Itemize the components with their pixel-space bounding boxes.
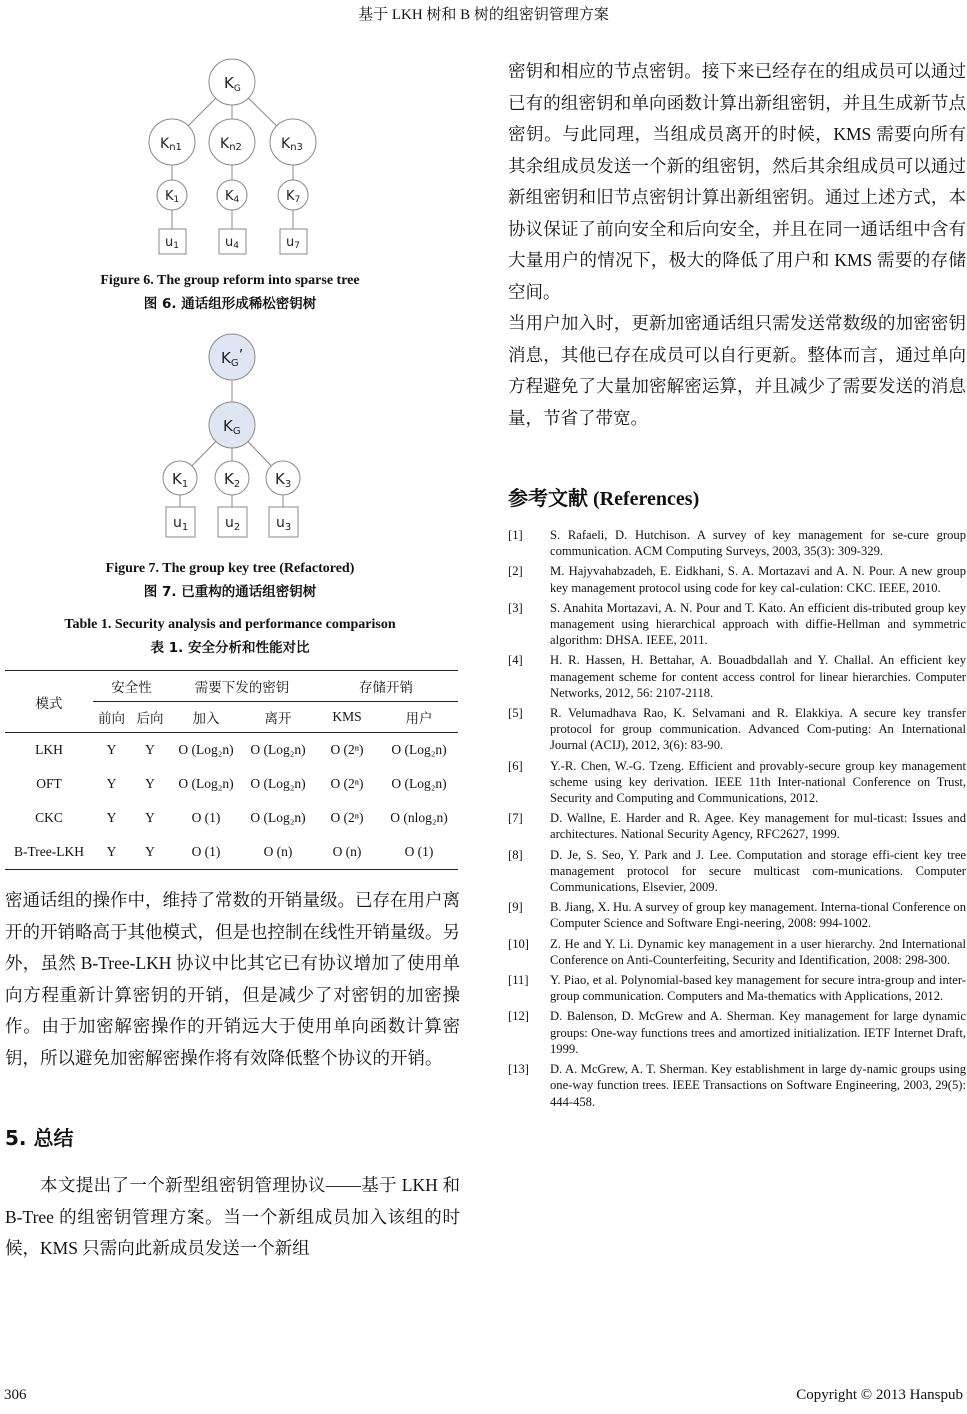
figure-6-caption-zh: 图 6. 通话组形成稀松密钥树 <box>143 296 317 312</box>
reference-number: [9] <box>508 900 523 915</box>
subheader-backward: 后向 <box>130 702 170 733</box>
figure-7-refactored-tree <box>0 320 460 550</box>
reference-item <box>508 600 966 649</box>
cell-join: O (Log₂n) <box>178 742 234 757</box>
cell-kms: O (n) <box>332 844 362 859</box>
table-1-caption-en: Table 1. Security analysis and performance comparison <box>64 617 396 632</box>
body-paragraph: 本文提出了一个新型组密钥管理协议——基于 LKH 和 B-Tree 的组密钥管理方案。当一个新组成员加入该组的时候，KMS 只需向此新成员发送一个新组 <box>5 1175 460 1258</box>
reference-text: D. A. McGrew, A. T. Sherman. Key establishment in large dy-namic groups using one-way function trees. IEEE Transactions on Software Engineering, 2003, 29(5): 444-458. <box>550 1062 966 1109</box>
body-paragraph: 密钥和相应的节点密钥。接下来已经存在的组成员可以通过已有的组密钥和单向函数计算出新组密钥，并且生成新节点密钥。与此同理，当组成员离开的时候，KMS 需要向所有其余组成员发送一个新的组密钥，然后其余组成员可以通过新组密钥和旧节点密钥计算出新组密钥。通过上述方式，本协议保证了前向安全和后向安全，并且在同一通话组中含有大量用户的情况下，极大的降低了用户和 KMS 需要的存储空间。 <box>508 61 966 302</box>
cell-mode: B-Tree-LKH <box>14 844 84 859</box>
reference-number: [8] <box>508 847 523 862</box>
reference-number: [7] <box>508 811 523 826</box>
cell-user: O (nlog₂n) <box>390 810 448 825</box>
figure-7-caption-zh: 图 7. 已重构的通话组密钥树 <box>143 584 317 600</box>
svg-text:u4: u4 <box>225 235 239 251</box>
reference-number: [11] <box>508 973 529 988</box>
reference-text: S. Anahita Mortazavi, A. N. Pour and T. Kato. An efficient dis-tributed group key management using hierarchical approach with diffie-Hellman and symmetric algorithm: DHSA. IEEE, 2011. <box>550 600 966 648</box>
cell-leave: O (Log₂n) <box>250 742 306 757</box>
table-row <box>5 835 458 870</box>
reference-item <box>508 810 966 842</box>
svg-text:u1: $u_1$ <box>173 515 189 533</box>
reference-number: [5] <box>508 706 523 721</box>
cell-mode: CKC <box>35 810 63 825</box>
reference-number: [13] <box>508 1062 529 1077</box>
subheader-leave: 离开 <box>242 702 314 733</box>
svg-text:KG: $K_G$ <box>223 417 241 437</box>
reference-item <box>508 936 966 968</box>
cell-mode: LKH <box>35 742 63 757</box>
svg-text:K4: K4 <box>225 189 240 205</box>
cell-backward: Y <box>145 742 155 757</box>
reference-text: D. Balenson, D. McGrew and A. Sherman. Key management for large dynamic groups: One-way functions trees and amortized initialization. IETF Internet Draft, 1999. <box>550 1009 966 1056</box>
cell-backward: Y <box>145 844 155 859</box>
reference-text: Z. He and Y. Li. Dynamic key management in a user hierarchy. 2nd International Conference on Anti-Counterfeiting, Security and Identification, 2008: 298-300. <box>550 936 966 967</box>
cell-join: O (1) <box>191 810 221 825</box>
cell-kms: O (2ⁿ) <box>330 776 364 791</box>
table-row <box>5 767 458 801</box>
comparison-table <box>5 670 458 870</box>
table-1-caption-zh: 表 1. 安全分析和性能对比 <box>150 640 310 656</box>
subheader-kms: KMS <box>314 702 380 733</box>
reference-text: S. Rafaeli, D. Hutchison. A survey of key management for se-cure group communication. ACM Computing Surveys, 2003, 35(3): 309-329. <box>550 528 966 559</box>
cell-join: O (Log₂n) <box>178 776 234 791</box>
body-paragraph: 当用户加入时，更新加密通话组只需发送常数级的加密密钥消息，其他已存在成员可以自行更新。整体而言，通过单向方程避免了大量加密解密运算，并且减少了需要发送的消息量，节省了带宽。 <box>508 313 966 428</box>
reference-text: B. Jiang, X. Hu. A survey of group key management. Interna-tional Conference on Computer Science and Software Engi-neering, 2008: 994-1002. <box>550 900 966 931</box>
table-row <box>5 733 458 768</box>
reference-number: [4] <box>508 653 523 668</box>
page-number: 306 <box>4 1387 27 1403</box>
cell-join: O (1) <box>191 844 221 859</box>
cell-leave: O (Log₂n) <box>250 810 306 825</box>
references-heading <box>508 482 699 511</box>
svg-text:Kn1: Kn1 <box>160 136 182 153</box>
cell-forward: Y <box>106 776 117 791</box>
reference-item <box>508 652 966 701</box>
svg-text:Kn2: Kn2 <box>220 136 242 153</box>
reference-number: [12] <box>508 1009 529 1024</box>
reference-text: H. R. Hassen, H. Bettahar, A. Bouadbdallah and Y. Challal. An efficient key management scheme for content access control for linear hierarchies. Computer Networks, 2012, 56: 2107-2118. <box>550 653 966 700</box>
copyright: Copyright © 2013 Hanspub <box>796 1387 963 1403</box>
reference-text: M. Hajyvahabzadeh, E. Eidkhani, S. A. Mortazavi and A. N. Pour. A new group key management protocol using code for key cal-culation: CKC. IEEE, 2010. <box>550 564 966 595</box>
reference-number: [3] <box>508 600 523 615</box>
cell-kms: O (2ⁿ) <box>330 810 364 825</box>
reference-item <box>508 899 966 931</box>
cell-mode: OFT <box>36 776 62 791</box>
svg-text:u1: u1 <box>165 235 179 251</box>
reference-number: [6] <box>508 758 523 773</box>
svg-text:K1: $K_1$ <box>172 470 189 490</box>
svg-text:Kn3: Kn3 <box>281 136 303 153</box>
svg-text:K2: $K_2$ <box>224 470 241 490</box>
reference-text: Y.-R. Chen, W.-G. Tzeng. Efficient and provably-secure group key management scheme using key derivation. IEEE 11th Inter-national Conference on Trust, Security and Computing and Communications, 2012. <box>550 758 966 806</box>
header-security: 安全性 <box>93 671 170 702</box>
svg-text:u2: $u_2$ <box>225 515 241 533</box>
cell-kms: O (2ⁿ) <box>330 742 364 757</box>
svg-text:KG’: $K_G$’ <box>221 346 244 369</box>
figure-6-sparse-tree <box>0 0 460 270</box>
reference-item <box>508 758 966 807</box>
cell-backward: Y <box>145 810 155 825</box>
reference-text: R. Velumadhava Rao, K. Selvamani and R. Elakkiya. A secure key transfer protocol for group communication. Advanced Com-puting: An International Journal (ACIJ), 2012, 3(6): 83-90. <box>550 706 966 753</box>
cell-user: O (Log₂n) <box>391 742 447 757</box>
subheader-join: 加入 <box>170 702 242 733</box>
reference-item <box>508 705 966 754</box>
svg-text:K1: K1 <box>165 189 180 205</box>
subheader-forward: 前向 <box>93 702 130 733</box>
reference-item <box>508 847 966 896</box>
reference-item <box>508 563 966 595</box>
reference-list <box>508 527 966 1114</box>
reference-text: D. Wallne, E. Harder and R. Agee. Key management for mul-ticast: Issues and architectures. National Security Agency, RFC2627, 1999. <box>550 811 966 842</box>
cell-leave: O (n) <box>263 844 293 859</box>
reference-item <box>508 972 966 1004</box>
subheader-user: 用户 <box>380 702 458 733</box>
header-mode: 模式 <box>5 671 93 733</box>
cell-backward: Y <box>145 776 155 791</box>
header-keys: 需要下发的密钥 <box>170 671 314 702</box>
reference-item <box>508 1061 966 1110</box>
cell-forward: Y <box>106 742 117 757</box>
cell-user: O (Log₂n) <box>391 776 447 791</box>
svg-text:K7: K7 <box>286 189 301 205</box>
reference-item <box>508 527 966 559</box>
table-row <box>5 801 458 835</box>
reference-number: [1] <box>508 528 523 542</box>
header-storage: 存储开销 <box>314 671 458 702</box>
tree-node-new-root <box>209 334 255 380</box>
reference-text: Y. Piao, et al. Polynomial-based key management for secure intra-group and inter-group communication. Computers and Ma-thematics with Applications, 2012. <box>550 973 966 1004</box>
svg-text:u7: u7 <box>286 235 300 251</box>
reference-number: [2] <box>508 564 523 579</box>
svg-text:K3: $K_3$ <box>275 470 292 490</box>
body-paragraph: 密通话组的操作中，维持了常数的开销量级。已存在用户离开的开销略高于其他模式，但是也控制在线性开销量级。另外，虽然 B-Tree-LKH 协议中比其它已有协议增加了使用单向方程重新计算密钥的开销，但是减少了对密钥的加密操作。由于加密解密操作的开销远大于使用单向函数计算密钥，所以避免加密解密操作将有效降低整个协议的开销。 <box>5 890 460 1068</box>
reference-number: [10] <box>508 936 529 951</box>
figure-7-caption-en: Figure 7. The group key tree (Refactored) <box>105 561 355 576</box>
cell-leave: O (Log₂n) <box>250 776 306 791</box>
reference-text: D. Je, S. Seo, Y. Park and J. Lee. Computation and storage effi-cient key tree management protocol for secure multicast com-munications. Computer Communications, Elsevier, 2009. <box>550 847 966 895</box>
cell-forward: Y <box>106 844 117 859</box>
svg-text:KG: $K_G$ <box>224 74 241 94</box>
references-heading-zh: 参考文献 <box>508 486 588 510</box>
cell-forward: Y <box>106 810 117 825</box>
figure-6-caption-en: Figure 6. The group reform into sparse tree <box>100 273 360 288</box>
references-heading-en: (References) <box>593 488 700 510</box>
cell-user: O (1) <box>404 844 434 859</box>
running-header: 基于 LKH 树和 B 树的组密钥管理方案 <box>358 7 609 23</box>
reference-item <box>508 1008 966 1057</box>
section-heading-conclusion: 5. 总结 <box>5 1126 74 1150</box>
svg-text:u3: $u_3$ <box>276 515 292 533</box>
